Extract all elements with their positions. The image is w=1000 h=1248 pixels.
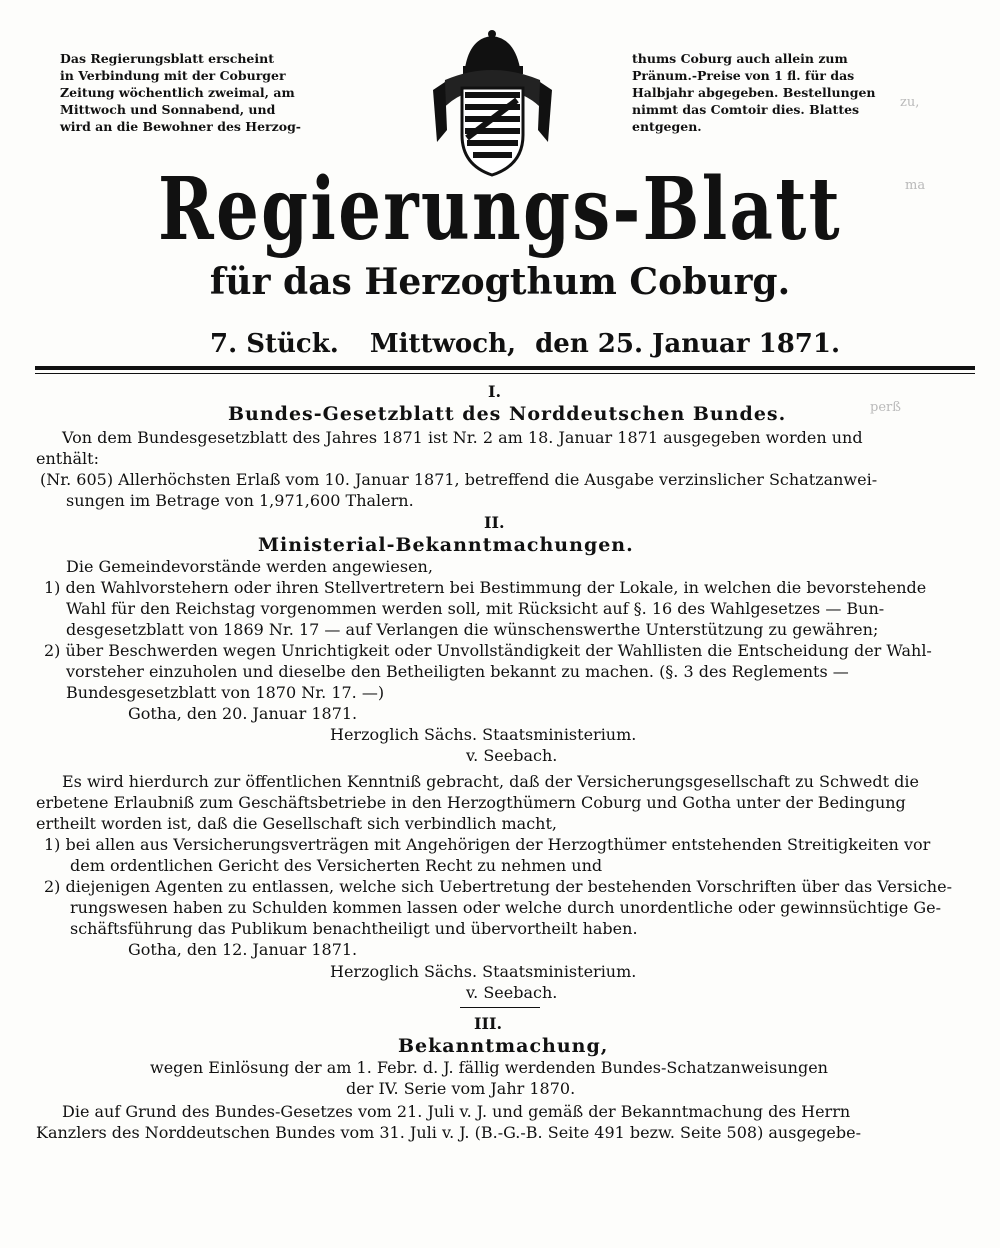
text-line: wegen Einlösung der am 1. Febr. d. J. fällig werdenden Bundes-Schatzanweisungen [150,1058,828,1077]
signature-place-date: Gotha, den 20. Januar 1871. [128,704,358,723]
section-number: II. [484,513,505,532]
text-line: Die auf Grund des Bundes-Gesetzes vom 21. Juli v. J. und gemäß der Bekanntmachung des Herrn [62,1102,851,1121]
text-line: sungen im Betrage von 1,971,600 Thalern. [66,491,414,510]
section-number: III. [474,1014,503,1033]
bleed-through-text: zu, [900,95,920,110]
note-line: Pränum.-Preise von 1 fl. für das [632,68,855,83]
header-rule-thin [35,373,975,374]
issue-weekday: Mittwoch, [369,329,517,359]
signature-name: v. Seebach. [466,983,558,1002]
signature-ministry: Herzoglich Sächs. Staatsministerium. [330,962,637,981]
note-line: Halbjahr abgegeben. Bestellungen [632,85,876,100]
section-divider [460,1007,540,1008]
section-number: I. [488,382,502,401]
note-line: in Verbindung mit der Coburger [60,68,286,83]
signature-place-date: Gotha, den 12. Januar 1871. [128,940,358,959]
note-line: thums Coburg auch allein zum [632,51,848,66]
text-line: der IV. Serie vom Jahr 1870. [346,1079,576,1098]
signature-ministry: Herzoglich Sächs. Staatsministerium. [330,725,637,744]
subscription-note-right [632,50,912,135]
header-rule-thick [35,366,975,370]
text-line: 1) den Wahlvorstehern oder ihren Stellvertretern bei Bestimmung der Lokale, in welchen die bevorstehende [44,578,927,597]
text-line: ertheilt worden ist, daß die Gesellschaft sich verbindlich macht, [36,814,557,833]
text-line: dem ordentlichen Gericht des Versicherten Recht zu nehmen und [70,856,603,875]
masthead-subtitle: für das Herzogthum Coburg. [209,261,791,303]
text-line: Bundesgesetzblatt von 1870 Nr. 17. —) [66,683,385,702]
text-line: 2) über Beschwerden wegen Unrichtigkeit oder Unvollständigkeit der Wahllisten die Entscheidung der Wahl- [44,641,932,660]
text-line: Die Gemeindevorstände werden angewiesen, [66,557,433,576]
section-heading: Bekanntmachung, [398,1035,609,1057]
text-line: Von dem Bundesgesetzblatt des Jahres 1871 ist Nr. 2 am 18. Januar 1871 ausgegeben worden und [62,428,863,447]
text-line: vorsteher einzuholen und dieselbe den Betheiligten bekannt zu machen. (§. 3 des Reglements — [66,662,849,681]
note-line: Das Regierungsblatt erscheint [60,51,274,66]
note-line: Zeitung wöchentlich zweimal, am [60,85,295,100]
text-line: rungswesen haben zu Schulden kommen lassen oder welche durch unordentliche oder gewinnsüchtige Ge- [70,898,942,917]
text-line: (Nr. 605) Allerhöchsten Erlaß vom 10. Januar 1871, betreffend die Ausgabe verzinslicher Schatzanwei- [40,470,878,489]
masthead-title: Regierungs-Blatt [158,159,842,260]
coat-of-arms-emblem [425,30,560,180]
issue-number: 7. Stück. [210,329,339,359]
text-line: enthält: [36,449,99,468]
section-heading: Bundes-Gesetzblatt des Norddeutschen Bundes. [228,403,787,425]
text-line: Kanzlers des Norddeutschen Bundes vom 31. Juli v. J. (B.-G.-B. Seite 491 bezw. Seite 508) ausgegebe- [36,1123,861,1142]
text-line: Es wird hierdurch zur öffentlichen Kenntniß gebracht, daß der Versicherungsgesellschaft zu Schwedt die [62,772,919,791]
issue-line [210,328,841,360]
bleed-through-text: ma [905,178,926,193]
note-line: Mittwoch und Sonnabend, und [60,102,276,117]
text-line: 2) diejenigen Agenten zu entlassen, welche sich Uebertretung der bestehenden Vorschriften über das Versiche- [44,877,952,896]
text-line: schäftsführung das Publikum benachtheiligt und übervortheilt haben. [70,919,638,938]
issue-date: den 25. Januar 1871. [535,329,841,359]
text-line: erbetene Erlaubniß zum Geschäftsbetriebe in den Herzogthümern Coburg und Gotha unter der Bedingung [36,793,906,812]
text-line: desgesetzblatt von 1869 Nr. 17 — auf Verlangen die wünschenswerthe Unterstützung zu gewähren; [66,620,879,639]
subscription-note-left [60,50,360,135]
bleed-through-text: perß [870,400,901,415]
note-line: wird an die Bewohner des Herzog- [60,119,301,134]
note-line: entgegen. [632,119,702,134]
text-line: Wahl für den Reichstag vorgenommen werden soll, mit Rücksicht auf §. 16 des Wahlgesetzes — Bun- [66,599,885,618]
section-heading: Ministerial-Bekanntmachungen. [258,534,634,556]
signature-name: v. Seebach. [466,746,558,765]
note-line: nimmt das Comtoir dies. Blattes [632,102,860,117]
text-line: 1) bei allen aus Versicherungsverträgen mit Angehörigen der Herzogthümer entstehenden Streitigkeiten vor [44,835,931,854]
